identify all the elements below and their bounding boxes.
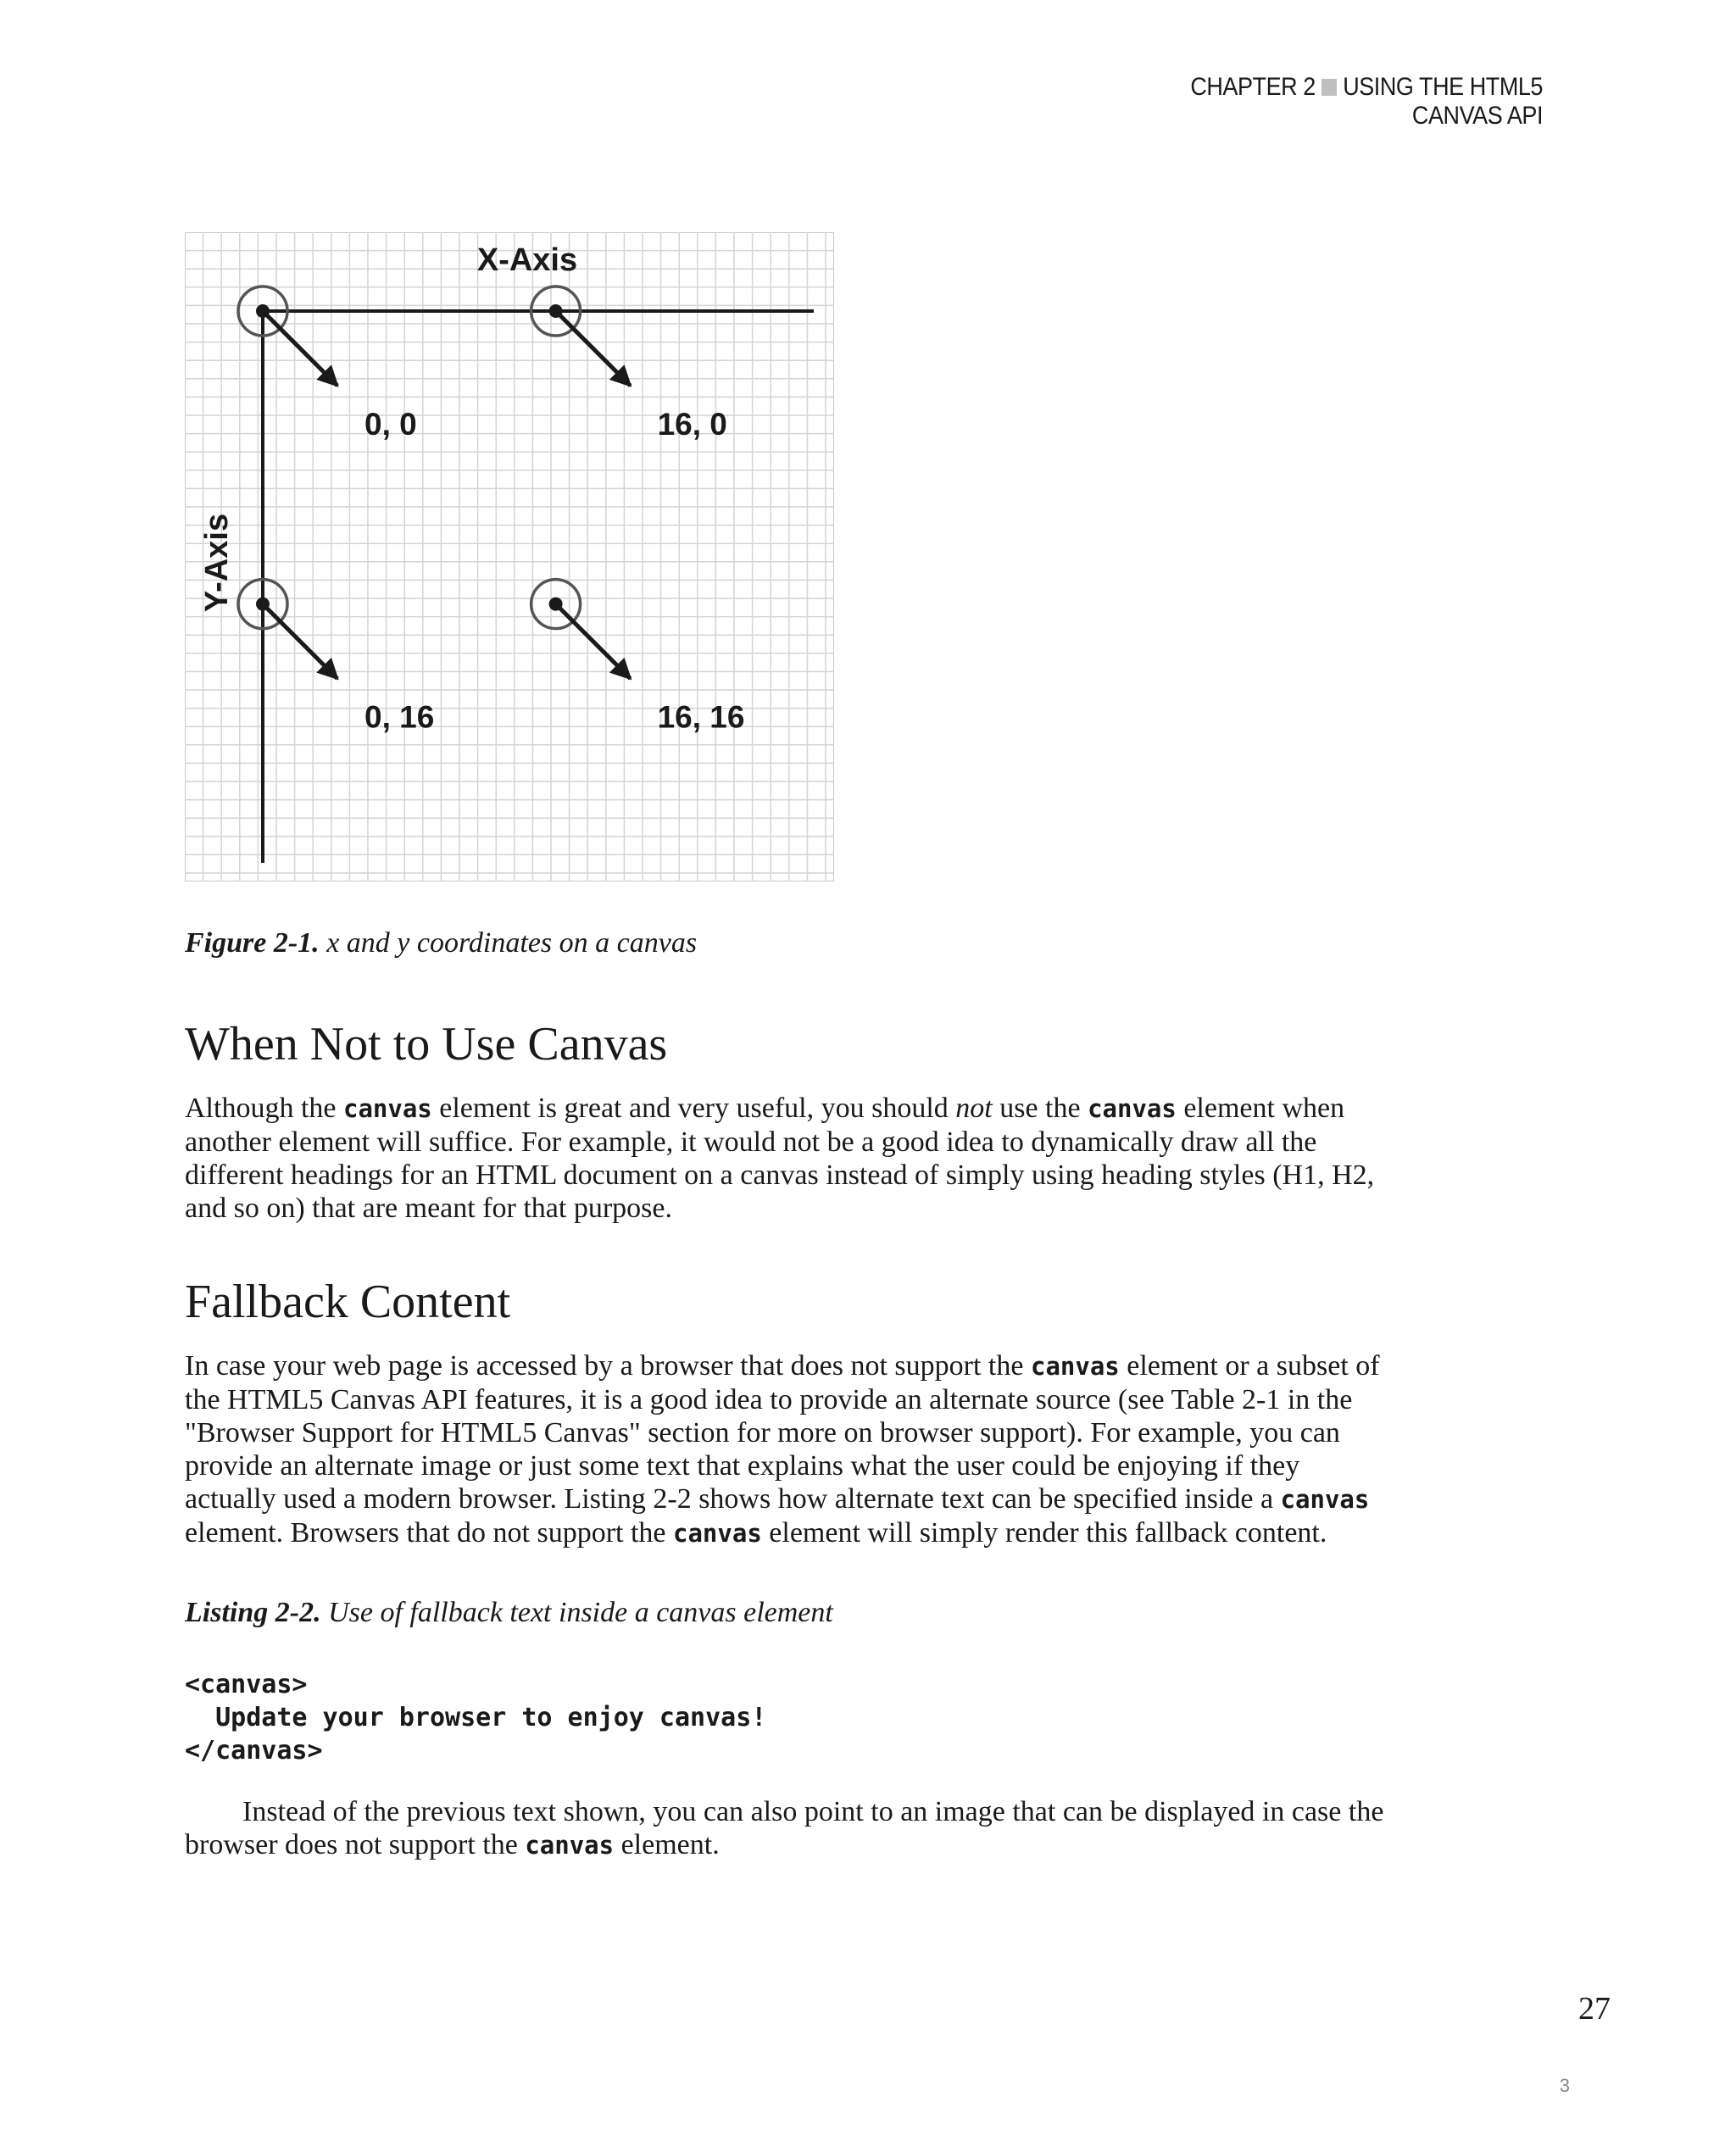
text-run: element is great and very useful, you should bbox=[431, 1093, 956, 1124]
text-line: another element will suffice. For example, it would not be a good idea to dynamically draw all the bbox=[185, 1126, 1317, 1158]
point-label: 0, 0 bbox=[364, 407, 417, 442]
text-run: element will simply render this fallback content. bbox=[761, 1517, 1327, 1549]
chapter-label: CHAPTER 2 bbox=[1190, 73, 1316, 101]
text-run: element when bbox=[1176, 1093, 1345, 1124]
text-run: element. bbox=[614, 1829, 720, 1860]
point-dot bbox=[256, 598, 270, 611]
listing-caption bbox=[185, 1597, 833, 1629]
paragraph-fallback-content bbox=[185, 1349, 1541, 1550]
listing-title: Use of fallback text inside a canvas element bbox=[328, 1597, 833, 1628]
text-line: "Browser Support for HTML5 Canvas" section for more on browser support). For example, you can bbox=[185, 1417, 1340, 1449]
inline-code: canvas bbox=[673, 1519, 762, 1548]
point-dot bbox=[549, 598, 563, 611]
text-line: different headings for an HTML document on a canvas instead of simply using heading styles (H1, H2, bbox=[185, 1159, 1375, 1191]
text-line: provide an alternate image or just some text that explains what the user could be enjoying if they bbox=[185, 1450, 1300, 1482]
listing-label: Listing 2-2. bbox=[185, 1597, 321, 1628]
text-run: browser does not support the bbox=[185, 1829, 526, 1860]
page-number: 27 bbox=[1578, 1991, 1611, 2027]
text-line: and so on) that are meant for that purpose. bbox=[185, 1193, 672, 1224]
chapter-title: USING THE HTML5 CANVAS API bbox=[1343, 73, 1543, 130]
inline-code: canvas bbox=[1280, 1485, 1370, 1514]
running-head bbox=[1108, 73, 1543, 131]
point-label: 16, 16 bbox=[657, 699, 745, 735]
point-label: 0, 16 bbox=[364, 699, 435, 735]
paragraph-when-not-to-use bbox=[185, 1092, 1541, 1225]
text-run: element. Browsers that do not support the bbox=[185, 1517, 674, 1549]
inline-code: canvas bbox=[525, 1831, 615, 1860]
text-run: use the bbox=[992, 1093, 1088, 1124]
emphasis: not bbox=[955, 1093, 993, 1124]
point-dot bbox=[549, 304, 563, 318]
figure-caption-text: x and y coordinates on a canvas bbox=[326, 927, 698, 959]
text-run: Although the bbox=[185, 1093, 343, 1124]
y-axis-label: Y-Axis bbox=[199, 513, 235, 613]
text-line: Instead of the previous text shown, you can also point to an image that can be displayed in case the bbox=[242, 1796, 1384, 1827]
code-listing: <canvas> Update your browser to enjoy canvas! </canvas> bbox=[185, 1670, 767, 1766]
square-separator-icon bbox=[1321, 79, 1337, 96]
text-run: In case your web page is accessed by a browser that does not support the bbox=[185, 1350, 1031, 1382]
inline-code: canvas bbox=[1088, 1094, 1177, 1123]
inline-code: canvas bbox=[1030, 1352, 1120, 1381]
point-dot bbox=[256, 304, 270, 318]
text-run: element or a subset of bbox=[1119, 1350, 1380, 1382]
heading-when-not-to-use-canvas: When Not to Use Canvas bbox=[185, 1018, 668, 1070]
figure-caption bbox=[185, 927, 697, 959]
heading-fallback-content: Fallback Content bbox=[185, 1276, 511, 1328]
figure-canvas-coordinates bbox=[185, 232, 834, 881]
point-label: 16, 0 bbox=[657, 407, 727, 442]
paragraph-closing bbox=[185, 1795, 1541, 1862]
sheet-number: 3 bbox=[1559, 2075, 1570, 2096]
text-line: the HTML5 Canvas API features, it is a good idea to provide an alternate source (see Table 2-1 in the bbox=[185, 1384, 1353, 1415]
x-axis-label: X-Axis bbox=[476, 242, 578, 278]
inline-code: canvas bbox=[342, 1094, 432, 1123]
figure-caption-label: Figure 2-1. bbox=[185, 927, 320, 959]
text-run: actually used a modern browser. Listing 2-2 shows how alternate text can be specified inside a bbox=[185, 1483, 1281, 1515]
coordinate-diagram bbox=[185, 232, 834, 881]
